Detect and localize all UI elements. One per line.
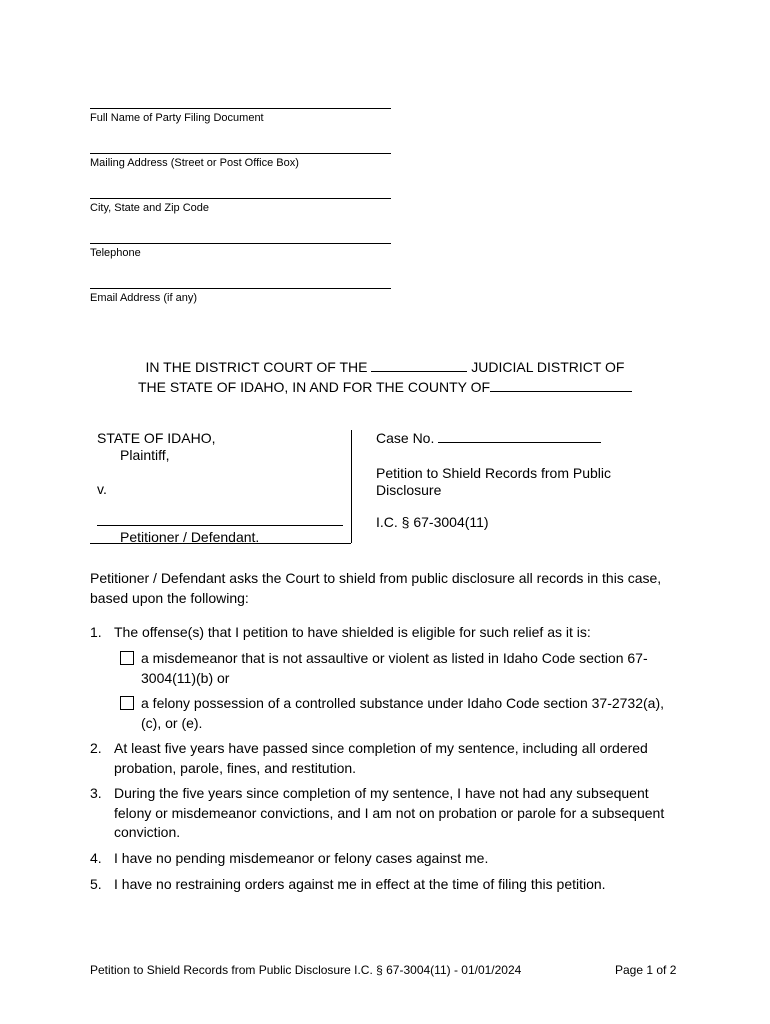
- court-heading-line1: [0, 359, 770, 375]
- mailing-address-line: [90, 153, 391, 154]
- judicial-district-blank[interactable]: [371, 360, 467, 372]
- full-name-label: Full Name of Party Filing Document: [90, 112, 264, 124]
- list-item-number: 3.: [90, 785, 102, 801]
- footer-page-number: Page 1 of 2: [615, 963, 677, 977]
- footer-document-title: Petition to Shield Records from Public Disclosure I.C. § 67-3004(11) - 01/01/2024: [90, 963, 522, 977]
- list-item-number: 1.: [90, 624, 102, 640]
- list-item-text: During the five years since completion of my sentence, I have not had any subsequent felony or misdemeanor convictions, and I am not on probation or parole for a subsequent conviction.: [114, 785, 665, 840]
- intro-paragraph: Petitioner / Defendant asks the Court to shield from public disclosure all records in this case, based upon the following:: [90, 570, 662, 606]
- full-name-line: [90, 108, 391, 109]
- city-state-zip-label: City, State and Zip Code: [90, 202, 210, 214]
- plaintiff-role: Plaintiff,: [120, 447, 170, 463]
- list-item-text: I have no pending misdemeanor or felony cases against me.: [114, 850, 489, 866]
- list-item-text: The offense(s) that I petition to have shielded is eligible for such relief as it is:: [114, 624, 591, 640]
- caption-bottom-rule: [90, 543, 351, 544]
- statute-citation: I.C. § 67-3004(11): [376, 514, 489, 530]
- caption-divider: [351, 430, 352, 543]
- telephone-line: [90, 243, 391, 244]
- document-title-line1: Petition to Shield Records from Public: [376, 465, 611, 481]
- county-blank[interactable]: [490, 380, 632, 392]
- list-item-text: At least five years have passed since completion of my sentence, including all ordered probation, parole, fines, and restitution.: [114, 740, 648, 776]
- list-item-number: 2.: [90, 740, 102, 756]
- document-title-line2: Disclosure: [376, 482, 442, 498]
- misdemeanor-checkbox[interactable]: [120, 651, 134, 665]
- email-label: Email Address (if any): [90, 292, 197, 304]
- felony-possession-checkbox[interactable]: [120, 696, 134, 710]
- case-number-field: [376, 430, 601, 446]
- defendant-name-line[interactable]: [97, 525, 343, 526]
- case-number-blank[interactable]: [438, 431, 601, 443]
- email-line: [90, 288, 391, 289]
- option-felony-possession-text: a felony possession of a controlled substance under Idaho Code section 37-2732(a), (c), or (e).: [141, 695, 665, 731]
- mailing-address-field[interactable]: [90, 153, 391, 169]
- defendant-role: Petitioner / Defendant.: [120, 529, 260, 545]
- city-state-zip-field[interactable]: [90, 198, 391, 214]
- case-number-label: Case No.: [376, 430, 435, 446]
- mailing-address-label: Mailing Address (Street or Post Office Box): [90, 157, 299, 169]
- option-misdemeanor-text: a misdemeanor that is not assaultive or violent as listed in Idaho Code section 67-3004(11)(b) or: [141, 650, 648, 686]
- court-heading-text-b: JUDICIAL DISTRICT OF: [471, 359, 625, 375]
- list-item-text: I have no restraining orders against me in effect at the time of filing this petition.: [114, 876, 606, 892]
- versus-text: v.: [97, 481, 107, 497]
- full-name-field[interactable]: [90, 108, 391, 124]
- court-heading-text-a: IN THE DISTRICT COURT OF THE: [145, 359, 368, 375]
- telephone-field[interactable]: [90, 243, 391, 259]
- court-heading-text-c: THE STATE OF IDAHO, IN AND FOR THE COUNTY OF: [137, 379, 491, 395]
- list-item-number: 4.: [90, 850, 102, 866]
- email-field[interactable]: [90, 288, 391, 304]
- plaintiff-name: STATE OF IDAHO,: [97, 430, 216, 446]
- telephone-label: Telephone: [90, 247, 141, 259]
- list-item-number: 5.: [90, 876, 102, 892]
- court-heading-line2: [0, 379, 770, 395]
- city-state-zip-line: [90, 198, 391, 199]
